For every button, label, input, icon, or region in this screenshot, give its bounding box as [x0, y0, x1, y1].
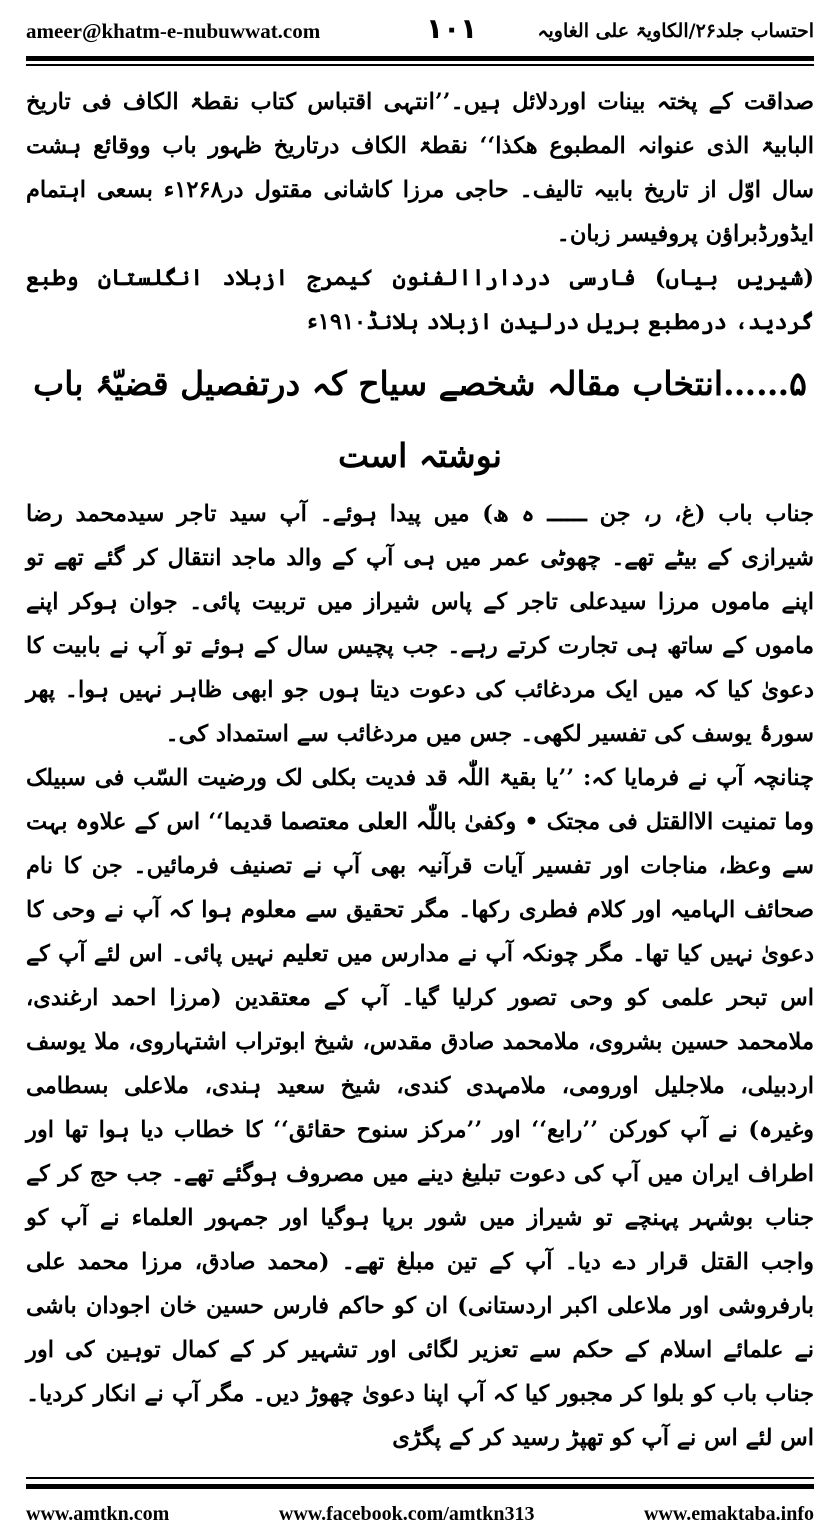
page-content [26, 80, 814, 1460]
page-header [26, 12, 814, 50]
intro-paragraph: صداقت کے پختہ بینات اوردلائل ہیں۔’’انتہی اقتباس کتاب نقطۃ الکاف فی تاریخ البابیۃ الذی عنوانہ المطبوع ھکذا‘‘ نقطۃ الکاف درتاریخ ظہور باب ووقائع ہشت سال اوّل از تاریخ بابیہ تالیف۔ حاجی مرزا کاشانی مقتول در۱۲۶۸ء بسعی اہتمام ایڈورڈبراؤن پروفیسر زبان۔ [26, 89, 814, 247]
footer-rule-thin [26, 1477, 814, 1479]
footer-link-amtkn[interactable]: www.amtkn.com [26, 1502, 170, 1525]
body-paragraph-1: جناب باب (غ، ر، جن ــــــ ہ ھ) میں پیدا ہوئے۔ آپ سید تاجر سیدمحمد رضا شیرازی کے بیٹے تھے۔ چھوٹی عمر میں ہی آپ کے والد ماجد انتقال کر گئے تھے تو اپنے ماموں مرزا سیدعلی تاجر کے پاس شیراز میں تربیت پائی۔ جوان ہوکر اپنے ماموں کے ساتھ ہی تجارت کرتے رہے۔ جب پچیس سال کے ہوئے تو آپ نے بابیت کا دعویٰ کیا کہ میں ایک مردغائب کی دعوت دیتا ہوں جو ابھی ظاہر نہیں ہوا۔ پھر سورۂ یوسف کی تفسیر لکھی۔ جس میں مردغائب سے استمداد کی۔ [26, 501, 814, 747]
footer-link-emaktaba[interactable]: www.emaktaba.info [643, 1502, 814, 1525]
running-title: احتساب جلد۲۶/الکاویۃ علی الغاویہ [537, 20, 814, 42]
footer-rule-thick [26, 1484, 814, 1489]
header-email: ameer@khatm-e-nubuwwat.com [26, 18, 321, 43]
header-rule-thin [26, 64, 814, 66]
page-number: ۱۰۱ [426, 12, 478, 45]
note-paragraph: (شیریں بیاں) فارسی درداراالفنون کیمرج ازبلاد انگلستان وطبع گردید، درمطبع بریل درلیدن ازبلاد ہلانڈ۱۹۱۰ء [26, 265, 814, 335]
body-paragraph-2: چنانچہ آپ نے فرمایا کہ: ’’یا بقیۃ اللّٰہ قد فدیت بکلی لک ورضیت السّب فی سبیلک وما تمنیت الاالقتل فی مجتک • وکفیٰ باللّٰہ العلی معتصما قدیما‘‘ اس کے علاوہ بہت سے وعظ، مناجات اور تفسیر آیات قرآنیہ بھی آپ نے تصنیف فرمائیں۔ جن کا نام صحائف الہامیہ اور کلام فطری رکھا۔ مگر تحقیق سے معلوم ہوا کہ آپ نے وحی کا دعویٰ نہیں کیا تھا۔ مگر چونکہ آپ نے مدارس میں تعلیم نہیں پائی۔ اس لئے آپ کے اس تبحر علمی کو وحی تصور کرلیا گیا۔ آپ کے معتقدین (مرزا احمد ارغندی، ملامحمد حسین بشروی، ملامحمد صادق مقدس، شیخ ابوتراب اشتہاروی، ملا یوسف اردبیلی، ملاجلیل اورومی، ملامہدی کندی، شیخ سعید ہندی، ملاعلی بسطامی وغیرہ) نے آپ کورکن ’’رابع‘‘ اور ’’مرکز سنوح حقائق‘‘ کا خطاب دیا ہوا تھا اور اطراف ایران میں آپ کی دعوت تبلیغ دینے میں مصروف ہوگئے تھے۔ جب حج کر کے جناب بوشہر پہنچے تو شیراز میں شور برپا ہوگیا اور جمہور العلماء نے آپ کو واجب القتل قرار دے دیا۔ آپ کے تین مبلغ تھے۔ (محمد صادق، مرزا محمد علی بارفروشی اور ملاعلی اکبر اردستانی) ان کو حاکم فارس حسین خان اجودان باشی نے علمائے اسلام کے حکم سے تعزیر لگائی اور تشہیر کر کے کمال توہین کی اور جناب باب کو بلوا کر مجبور کیا کہ آپ اپنا دعویٰ چھوڑ دیں۔ مگر آپ نے انکار کردیا۔ اس لئے اس نے آپ کو تھپڑ رسید کر کے پگڑی [26, 765, 814, 1451]
header-rule-thick [26, 56, 814, 61]
footer-link-facebook[interactable]: www.facebook.com/amtkn313 [278, 1502, 535, 1525]
page-footer [26, 1496, 814, 1532]
section-heading: ۵……انتخاب مقالہ شخصے سیاح کہ درتفصیل قضیّۂ باب نوشتہ است [33, 364, 807, 475]
